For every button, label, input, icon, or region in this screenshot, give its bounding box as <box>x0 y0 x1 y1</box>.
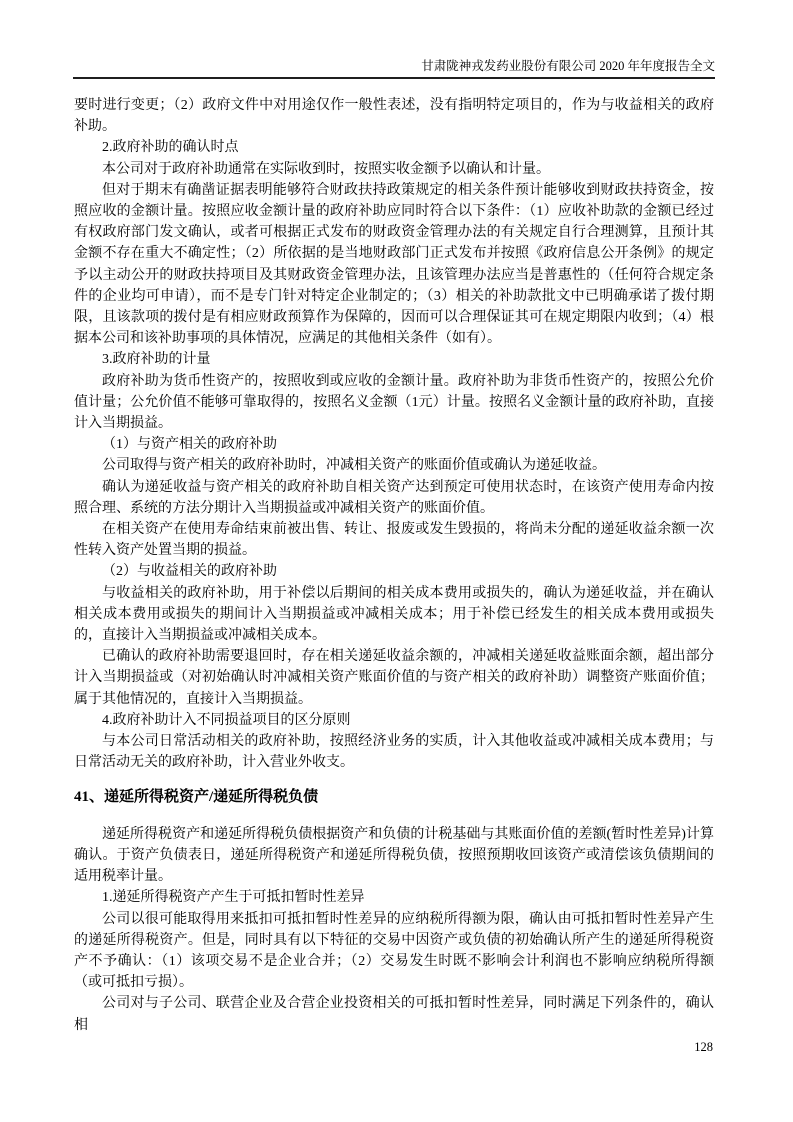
paragraph: 3.政府补助的计量 <box>102 352 211 368</box>
paragraph: 1.递延所得税资产产生于可抵扣暂时性差异 <box>102 890 365 906</box>
paragraph: 递延所得税资产和递延所得税负债根据资产和负债的计税基础与其账面价值的差额(暂时性差异)计算确认。于资产负债表日，递延所得税资产和递延所得税负债，按照预期收回该资产或清偿该负债期间的适用税率计量。 <box>74 826 714 885</box>
paragraph: 在相关资产在使用寿命结束前被出售、转让、报废或发生毁损的，将尚未分配的递延收益余额一次性转入资产处置当期的损益。 <box>74 522 714 559</box>
paragraph: 与本公司日常活动相关的政府补助，按照经济业务的实质，计入其他收益或冲减相关成本费用；与日常活动无关的政府补助，计入营业外收支。 <box>74 734 714 771</box>
paragraph: 但对于期末有确凿证据表明能够符合财政扶持政策规定的相关条件预计能够收到财政扶持资金，按照应收的金额计量。按照应收金额计量的政府补助应同时符合以下条件：（1）应收补助款的金额已经过有权政府部门发文确认，或者可根据正式发布的财政资金管理办法的有关规定自行合理测算，且预计其金额不存在重大不确定性；（2）所依据的是当地财政部门正式发布并按照《政府信息公开条例》的规定予以主动公开的财政扶持项目及其财政资金管理办法，且该管理办法应当是普惠性的（任何符合规定条件的企业均可申请），而不是专门针对特定企业制定的；（3）相关的补助款批文中已明确承诺了拨付期限，且该款项的拨付是有相应财政预算作为保障的，因而可以合理保证其可在规定期限内收到；（4）根据本公司和该补助事项的具体情况，应满足的其他相关条件（如有）。 <box>74 182 714 347</box>
document-body <box>74 95 714 1036</box>
paragraph: 已确认的政府补助需要退回时，存在相关递延收益余额的，冲减相关递延收益账面余额，超出部分计入当期损益或（对初始确认时冲减相关资产账面价值的与资产相关的政府补助）调整资产账面价值；属于其他情况的，直接计入当期损益。 <box>74 649 714 707</box>
paragraph: （2）与收益相关的政府补助 <box>102 564 277 580</box>
paragraph: 政府补助为货币性资产的，按照收到或应收的金额计量。政府补助为非货币性资产的，按照公允价值计量；公允价值不能够可靠取得的，按照名义金额（1元）计量。按照名义金额计量的政府补助，直接计入当期损益。 <box>74 373 714 432</box>
paragraph: 4.政府补助计入不同损益项目的区分原则 <box>102 712 351 728</box>
running-header-title: 甘肃陇神戎发药业股份有限公司 2020 年年度报告全文 <box>73 58 715 79</box>
section-41-heading: 41、递延所得税资产/递延所得税负债 <box>74 788 319 805</box>
paragraph: 公司对与子公司、联营企业及合营企业投资相关的可抵扣暂时性差异，同时满足下列条件的，确认相 <box>74 996 714 1033</box>
page-number: 128 <box>694 1040 713 1054</box>
paragraph: 公司以很可能取得用来抵扣可抵扣暂时性差异的应纳税所得额为限，确认由可抵扣暂时性差异产生的递延所得税资产。但是，同时具有以下特征的交易中因资产或负债的初始确认所产生的递延所得税资产不予确认：（1）该项交易不是企业合并；（2）交易发生时既不影响会计利润也不影响应纳税所得额（或可抵扣亏损）。 <box>74 911 714 991</box>
paragraph: （1）与资产相关的政府补助 <box>102 437 277 453</box>
paragraph: 本公司对于政府补助通常在实际收到时，按照实收金额予以确认和计量。 <box>102 161 550 177</box>
paragraph: 公司取得与资产相关的政府补助时，冲减相关资产的账面价值或确认为递延收益。 <box>102 458 606 474</box>
paragraph: 2.政府补助的确认时点 <box>102 140 239 156</box>
paragraph: 与收益相关的政府补助，用于补偿以后期间的相关成本费用或损失的，确认为递延收益，并在确认相关成本费用或损失的期间计入当期损益或冲减相关成本；用于补偿已经发生的相关成本费用或损失的，直接计入当期损益或冲减相关成本。 <box>74 585 714 644</box>
paragraph: 确认为递延收益与资产相关的政府补助自相关资产达到预定可使用状态时，在该资产使用寿命内按照合理、系统的方法分期计入当期损益或冲减相关资产的账面价值。 <box>74 479 714 516</box>
paragraph: 要时进行变更；（2）政府文件中对用途仅作一般性表述，没有指明特定项目的，作为与收益相关的政府补助。 <box>74 98 714 135</box>
